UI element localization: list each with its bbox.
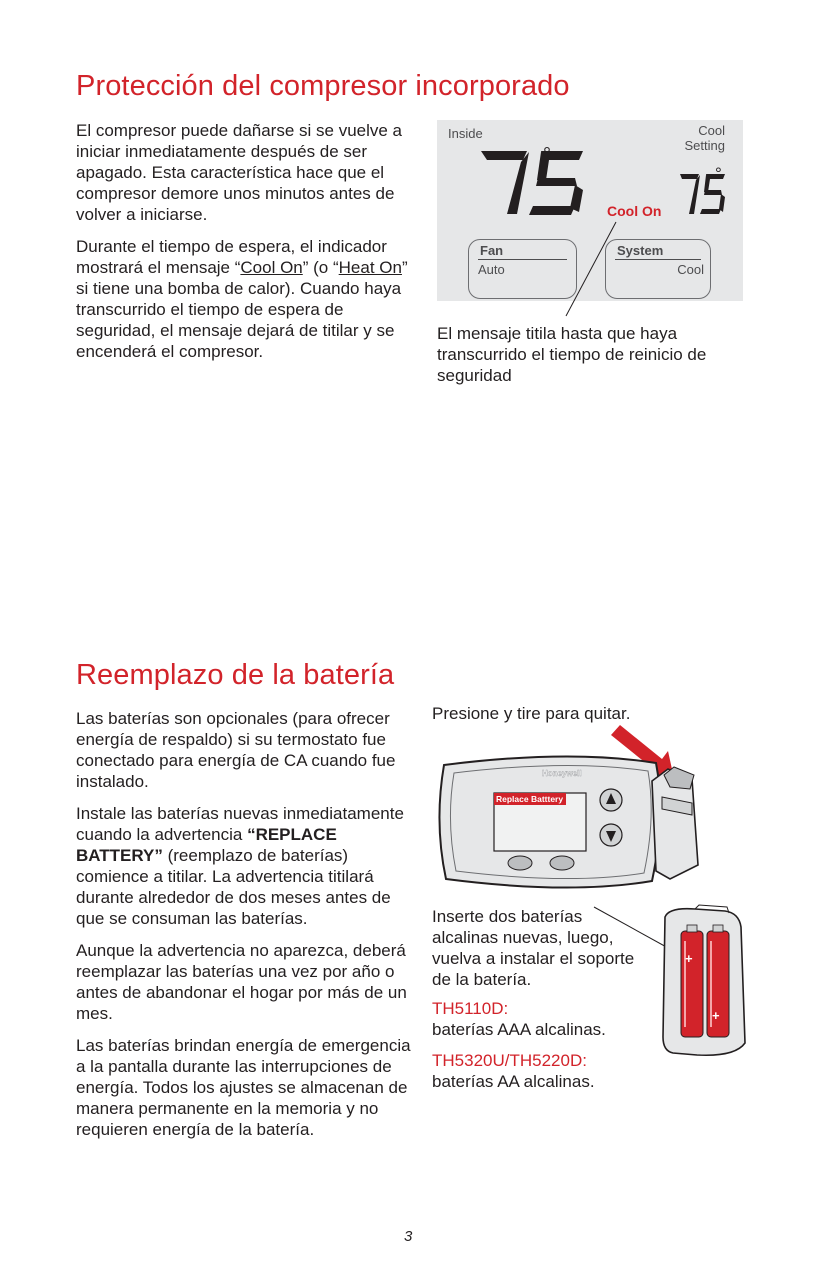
replace-battery-term: “REPLACE BATTERY”	[76, 825, 337, 865]
compressor-paragraph-2	[76, 236, 416, 362]
page-number: 3	[404, 1228, 413, 1245]
cool-on-status: Cool On	[607, 203, 662, 219]
compressor-section-title: Protección del compresor incorporado	[76, 70, 570, 102]
model-th5110d: TH5110D:	[432, 999, 509, 1018]
display-caption: El mensaje titila hasta que haya transcurrido el tiempo de reinicio de seguridad	[437, 324, 707, 385]
model-th5320u-batteries: baterías AA alcalinas.	[432, 1072, 595, 1091]
insert-caption: Inserte dos baterías alcalinas nuevas, luego, vuelva a instalar el soporte de la batería.	[432, 907, 635, 989]
inside-temperature-digits	[475, 144, 595, 220]
battery-paragraph-1: Las baterías son opcionales (para ofrecer energía de respaldo) si su termostato fue conectado para energía de CA cuando fue instalado.	[76, 709, 396, 791]
battery-paragraph-2	[76, 803, 416, 929]
battery-holder-illustration	[655, 905, 750, 1060]
callout-leader-line	[560, 220, 620, 320]
cool-setting-label-line2: Setting	[684, 138, 725, 153]
compressor-text	[76, 120, 416, 373]
text-fragment: Durante el tiempo de espera, el indicador mostrará el mensaje “	[76, 237, 387, 277]
battery-plus-2: +	[712, 1008, 720, 1023]
battery-plus-1: +	[685, 951, 693, 966]
compressor-paragraph-1: El compresor puede dañarse si se vuelve a iniciar inmediatamente después de ser apagado. Esta característica hace que el compresor demore unos minutos antes de volver a iniciarse.	[76, 121, 403, 224]
system-divider	[615, 259, 701, 260]
fan-label: Fan	[480, 243, 504, 258]
thermostat-device-illustration	[430, 745, 710, 895]
system-value: Cool	[677, 262, 704, 277]
battery-text	[76, 708, 416, 1151]
fan-divider	[478, 259, 567, 260]
setting-degree-symbol: °	[715, 164, 722, 183]
heat-on-term: Heat On	[338, 258, 402, 277]
text-fragment: Instale las baterías nuevas inmediatamente cuando la advertencia	[76, 804, 404, 844]
inside-degree-symbol: °	[543, 144, 551, 166]
model-th5320u-th5220d: TH5320U/TH5220D:	[432, 1051, 587, 1070]
battery-paragraph-4: Las baterías brindan energía de emergencia a la pantalla durante las interrupciones de energía. Todos los ajustes se almacenan de manera permanente en la memoria y no requieren energía de la batería.	[76, 1036, 411, 1139]
fan-value: Auto	[478, 262, 505, 277]
text-fragment: (reemplazo de baterías) comience a titilar. La advertencia titilará durante alrededor de dos meses antes de que se consuman las baterías.	[76, 846, 391, 928]
text-fragment: ” si tiene una bomba de calor). Cuando haya transcurrido el tiempo de espera de seguridad, el mensaje dejará de titilar y se encenderá el compresor.	[76, 258, 408, 361]
brand-logo: Honeywell	[542, 769, 582, 778]
text-fragment: ” (o “	[302, 258, 339, 277]
system-box	[605, 239, 711, 299]
cool-setting-label-line1: Cool	[698, 123, 725, 138]
cool-on-term: Cool On	[240, 258, 303, 277]
battery-paragraph-3: Aunque la advertencia no aparezca, deberá reemplazar las baterías una vez por año o antes de abandonar el hogar por más de un mes.	[76, 941, 407, 1023]
inside-label: Inside	[448, 126, 483, 141]
battery-section-title: Reemplazo de la batería	[76, 659, 395, 691]
model-th5110d-batteries: baterías AAA alcalinas.	[432, 1020, 606, 1039]
system-label: System	[617, 243, 664, 258]
press-caption: Presione y tire para quitar.	[432, 704, 631, 723]
replace-battery-warning: Replace Batttery	[496, 794, 564, 804]
